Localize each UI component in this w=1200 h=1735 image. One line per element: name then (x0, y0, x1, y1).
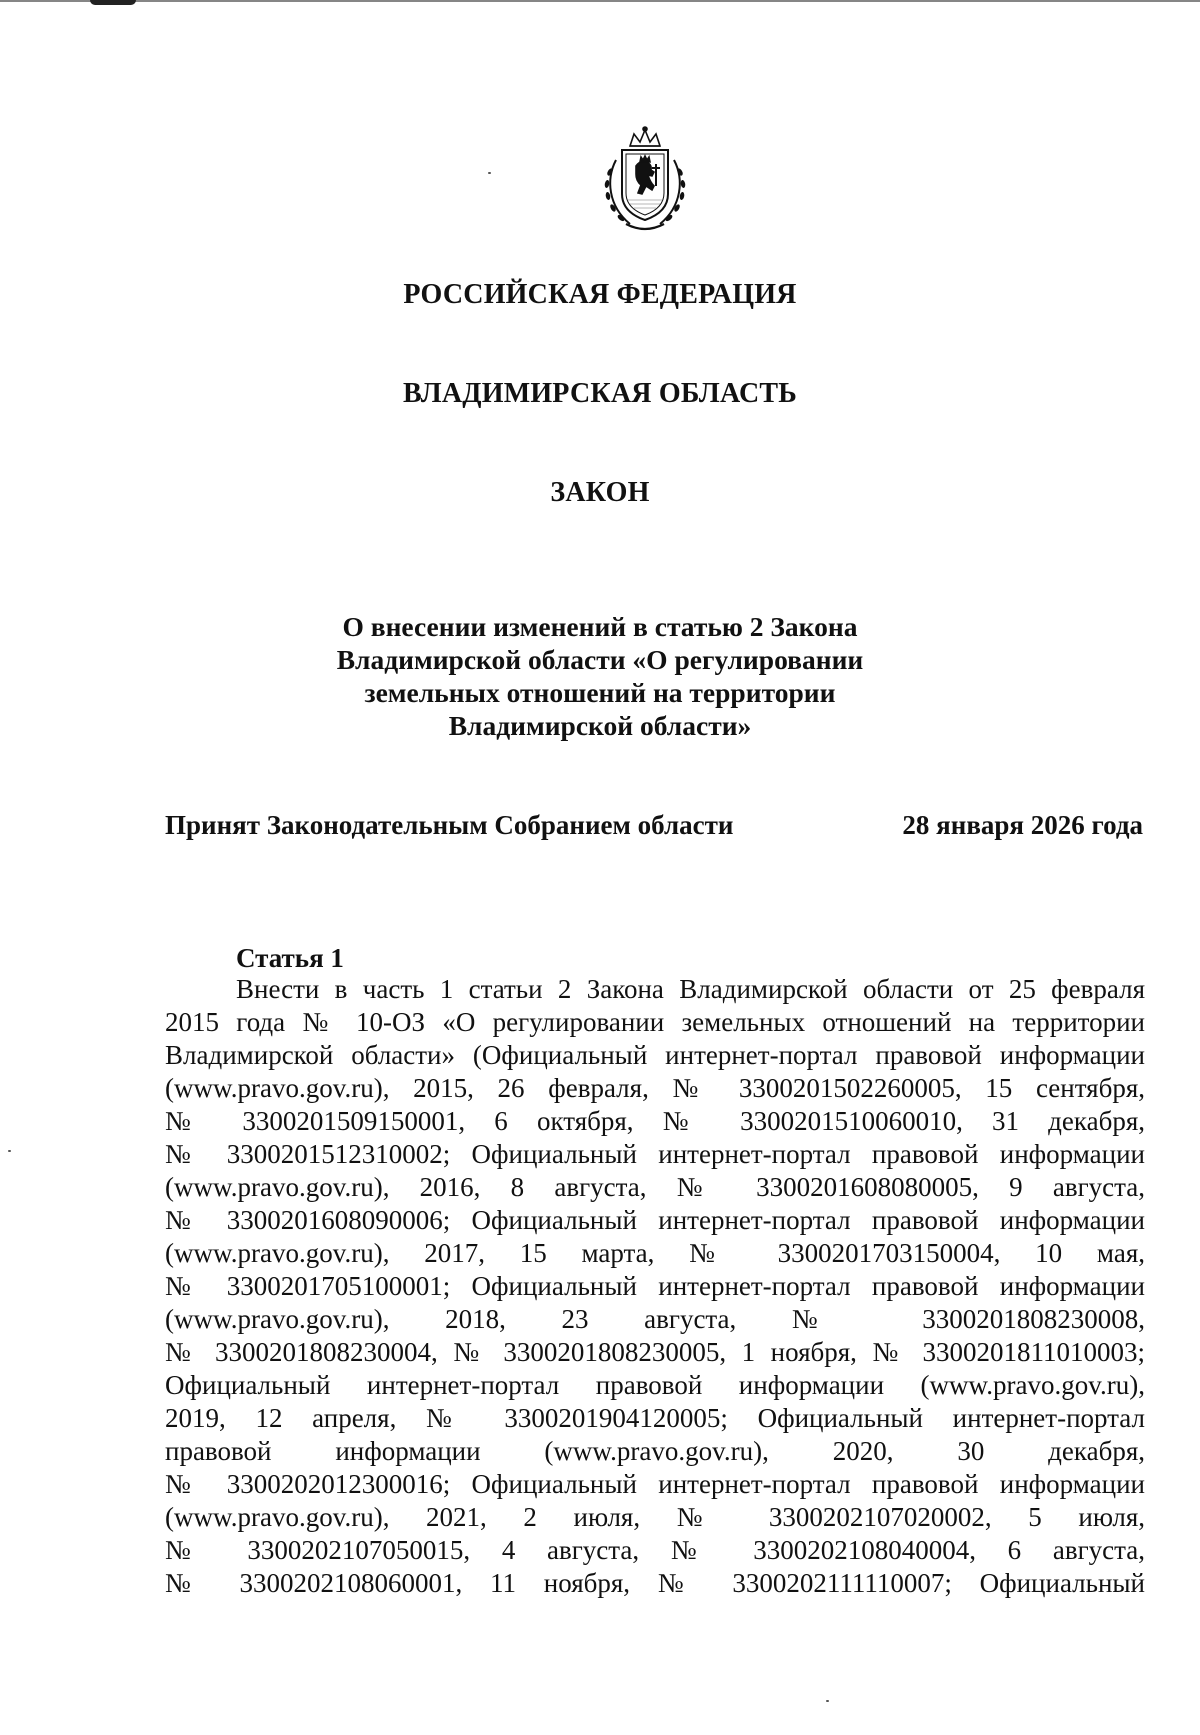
article-text-line: № 3300201705100001; Официальный интернет-портал правовой информации (165, 1271, 1145, 1301)
article-text-line: Внести в часть 1 статьи 2 Закона Владимирской области от 25 февраля (236, 974, 1145, 1004)
article-text-line: № 3300201509150001, 6 октября, № 3300201510060010, 31 декабря, (165, 1106, 1145, 1136)
country-heading: РОССИЙСКАЯ ФЕДЕРАЦИЯ (403, 279, 797, 310)
article-text-line: 2019, 12 апреля, № 3300201904120005; Официальный интернет-портал (165, 1403, 1145, 1433)
article-text-line: (www.pravo.gov.ru), 2016, 8 августа, № 3300201608080005, 9 августа, (165, 1172, 1145, 1202)
adoption-line (165, 808, 1143, 842)
article-text-line: № 3300201808230004, № 3300201808230005, 1 ноября, № 3300201811010003; (165, 1337, 1145, 1367)
document-type-heading: ЗАКОН (550, 477, 650, 508)
law-title-line: земельных отношений на территории (364, 677, 836, 708)
adoption-label: Принят Законодательным Собранием области (165, 810, 734, 840)
region-heading: ВЛАДИМИРСКАЯ ОБЛАСТЬ (402, 378, 798, 409)
law-title-line: О внесении изменений в статью 2 Закона (342, 611, 858, 642)
article-text-line: (www.pravo.gov.ru), 2018, 23 августа, № 3300201808230008, (165, 1304, 1145, 1334)
article-text-line: № 3300201608090006; Официальный интернет-портал правовой информации (165, 1205, 1145, 1235)
article-text-line: (www.pravo.gov.ru), 2021, 2 июля, № 3300202107020002, 5 июля, (165, 1502, 1145, 1532)
adoption-date: 28 января 2026 года (902, 810, 1143, 840)
article-text-line: № 3300202012300016; Официальный интернет-портал правовой информации (165, 1469, 1145, 1499)
article-body (165, 973, 1145, 1600)
scan-speck (826, 1700, 829, 1702)
article-text-line: Владимирской области» (Официальный интернет-портал правовой информации (165, 1040, 1145, 1070)
scan-edge-mark (90, 0, 136, 5)
article-text-line: Официальный интернет-портал правовой информации (www.pravo.gov.ru), (165, 1370, 1145, 1400)
article-text-line: (www.pravo.gov.ru), 2017, 15 марта, № 3300201703150004, 10 мая, (165, 1238, 1145, 1268)
article-text-line: № 3300202107050015, 4 августа, № 3300202108040004, 6 августа, (165, 1535, 1145, 1565)
article-text-line: № 3300201512310002; Официальный интернет-портал правовой информации (165, 1139, 1145, 1169)
article-heading: Статья 1 (236, 943, 344, 973)
law-title (300, 610, 900, 742)
law-title-line: Владимирской области «О регулировании (336, 644, 864, 675)
scan-edge-line (0, 0, 1200, 2)
article-text-line: (www.pravo.gov.ru), 2015, 26 февраля, № 3300201502260005, 15 сентября, (165, 1073, 1145, 1103)
article-text-line: 2015 года № 10-ОЗ «О регулировании земельных отношений на территории (165, 1007, 1145, 1037)
coat-of-arms-emblem (596, 124, 694, 234)
article-text-line: правовой информации (www.pravo.gov.ru), 2020, 30 декабря, (165, 1436, 1145, 1466)
scan-speck (488, 172, 491, 174)
article-text-line: № 3300202108060001, 11 ноября, № 3300202111110007; Официальный (165, 1568, 1145, 1598)
scan-speck (8, 1150, 11, 1152)
law-title-line: Владимирской области» (448, 710, 752, 741)
